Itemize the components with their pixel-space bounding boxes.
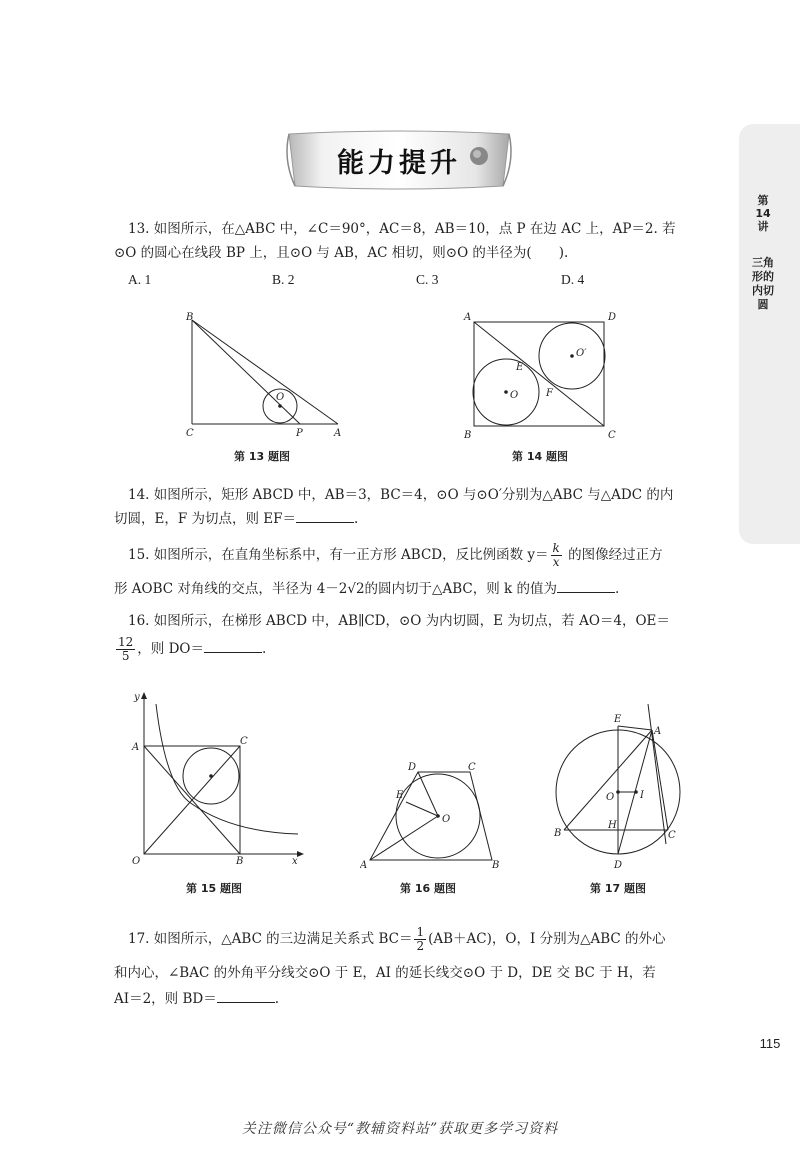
problem-13-line1: 13. 如图所示，在△ABC 中，∠C＝90°，AC＝8，AB＝10，点 P 在边 AC 上，AP＝2. 若 (128, 221, 676, 237)
problem-17-line3-end: . (274, 991, 280, 1007)
side-tab-lecture: 第14讲 (755, 194, 771, 233)
f13-label-p: P (296, 428, 303, 439)
section-title: 能力提升 (337, 148, 461, 179)
f14-label-d: D (608, 312, 617, 323)
f17-label-e: E (614, 714, 622, 725)
problem-15-line2-text: 形 AOBC 对角线的交点，半径为 4－2√2的圆内切于△ABC，则 k 的值为 (114, 581, 557, 597)
answer-blank[interactable] (296, 509, 354, 523)
fraction-1-over-2 (414, 926, 426, 953)
f15-label-a: A (132, 742, 140, 753)
fraction-denominator: 5 (121, 649, 130, 663)
side-tab-title: 三角形的内切圆 (752, 256, 774, 311)
f14-label-e: E (516, 362, 524, 373)
figure-14-caption: 第 14 题图 (512, 450, 568, 463)
problem-17-line3 (114, 988, 279, 1010)
figure-16-caption: 第 16 题图 (400, 882, 456, 895)
problem-17-line1 (128, 924, 666, 954)
f16-label-d: D (408, 762, 417, 773)
problem-15-line1-text: 15. 如图所示，在直角坐标系中，有一正方形 ABCD，反比例函数 y＝ (128, 547, 549, 563)
problem-13-option-b: B. 2 (272, 272, 295, 287)
f14-label-o: O (510, 390, 519, 401)
fraction-numerator: 12 (118, 635, 134, 649)
f13-label-o: O (276, 392, 285, 403)
f17-label-b: B (554, 828, 562, 839)
f15-label-b: B (236, 856, 244, 867)
fraction-denominator: 2 (416, 939, 425, 953)
f14-label-a: A (464, 312, 472, 323)
f16-label-c: C (468, 762, 476, 773)
problem-14-line2-end: . (354, 511, 359, 527)
problem-15-line1 (128, 540, 663, 570)
fraction-numerator: k (552, 541, 560, 555)
f17-label-h: H (608, 820, 617, 831)
answer-blank[interactable] (217, 989, 275, 1003)
figure-15-caption: 第 15 题图 (186, 882, 242, 895)
f15-label-x: x (292, 856, 298, 867)
problem-17-line1-end: (AB＋AC)，O，I 分别为△ABC 的外心 (428, 931, 666, 947)
f16-label-o: O (442, 814, 451, 825)
f17-label-i: I (640, 790, 644, 801)
fraction-denominator: x (552, 555, 560, 569)
f15-label-o: O (132, 856, 141, 867)
f17-label-o: O (606, 792, 615, 803)
figure-14 (460, 308, 630, 442)
problem-14-line1: 14. 如图所示，矩形 ABCD 中，AB＝3，BC＝4，⊙O 与⊙O′分别为△ABC 与△ADC 的内 (128, 487, 674, 503)
f16-label-a: A (360, 860, 368, 870)
problem-15-line2 (114, 578, 619, 600)
f16-label-b: B (492, 860, 500, 870)
figure-17-caption: 第 17 题图 (590, 882, 646, 895)
figure-15 (122, 688, 308, 868)
figure-13-caption: 第 13 题图 (234, 450, 290, 463)
section-banner (283, 128, 515, 192)
f17-label-c: C (668, 830, 676, 841)
figure-13 (180, 310, 350, 440)
problem-17-line1-text: 17. 如图所示，△ABC 的三边满足关系式 BC＝ (128, 931, 413, 947)
fraction-12-over-5 (116, 636, 135, 663)
f16-label-e: E (396, 790, 404, 801)
problem-16-line2-text: ，则 DO＝ (137, 641, 204, 657)
f14-label-b: B (464, 430, 472, 441)
fraction-k-over-x (551, 542, 562, 569)
problem-14-line2 (114, 508, 358, 530)
problem-15-line2-end: . (614, 581, 620, 597)
problem-13-option-d: D. 4 (561, 272, 585, 287)
problem-16-line1: 16. 如图所示，在梯形 ABCD 中，AB∥CD，⊙O 为内切圆，E 为切点，若 AO＝4，OE＝ (128, 613, 670, 629)
f17-label-a: A (654, 726, 662, 737)
problem-13-line2: ⊙O 的圆心在线段 BP 上，且⊙O 与 AB，AC 相切，则⊙O 的半径为( ). (114, 245, 569, 261)
problem-16-line2-end: . (261, 641, 267, 657)
f14-label-o-prime: O′ (576, 348, 587, 359)
f15-label-y: y (134, 692, 140, 703)
problem-17-line2: 和内心，∠BAC 的外角平分线交⊙O 于 E，AI 的延长线交⊙O 于 D，DE 交 BC 于 H，若 (114, 965, 656, 981)
f14-label-f: F (546, 388, 553, 399)
answer-blank[interactable] (204, 639, 262, 653)
page-number: 115 (759, 1036, 781, 1051)
side-tab (739, 124, 800, 544)
answer-blank[interactable] (557, 579, 615, 593)
problem-13-option-c: C. 3 (416, 272, 439, 287)
fraction-numerator: 1 (416, 925, 425, 939)
f17-label-d: D (614, 860, 623, 871)
f13-label-a: A (334, 428, 342, 439)
figure-17 (548, 704, 698, 874)
figure-16 (360, 758, 510, 870)
problem-14-line2-text: 切圆，E，F 为切点，则 EF＝ (114, 511, 297, 527)
problem-13-option-a: A. 1 (128, 272, 152, 287)
problem-17-line3-text: AI＝2，则 BD＝ (114, 991, 217, 1007)
problem-16-line2 (114, 634, 266, 664)
f13-label-b: B (186, 312, 194, 323)
f14-label-c: C (608, 430, 616, 441)
problem-15-line1-end: 的图像经过正方 (563, 547, 663, 563)
footer-notice: 关注微信公众号“教辅资料站”获取更多学习资料 (241, 1121, 559, 1137)
f13-label-c: C (186, 428, 194, 439)
f15-label-c: C (240, 736, 248, 747)
